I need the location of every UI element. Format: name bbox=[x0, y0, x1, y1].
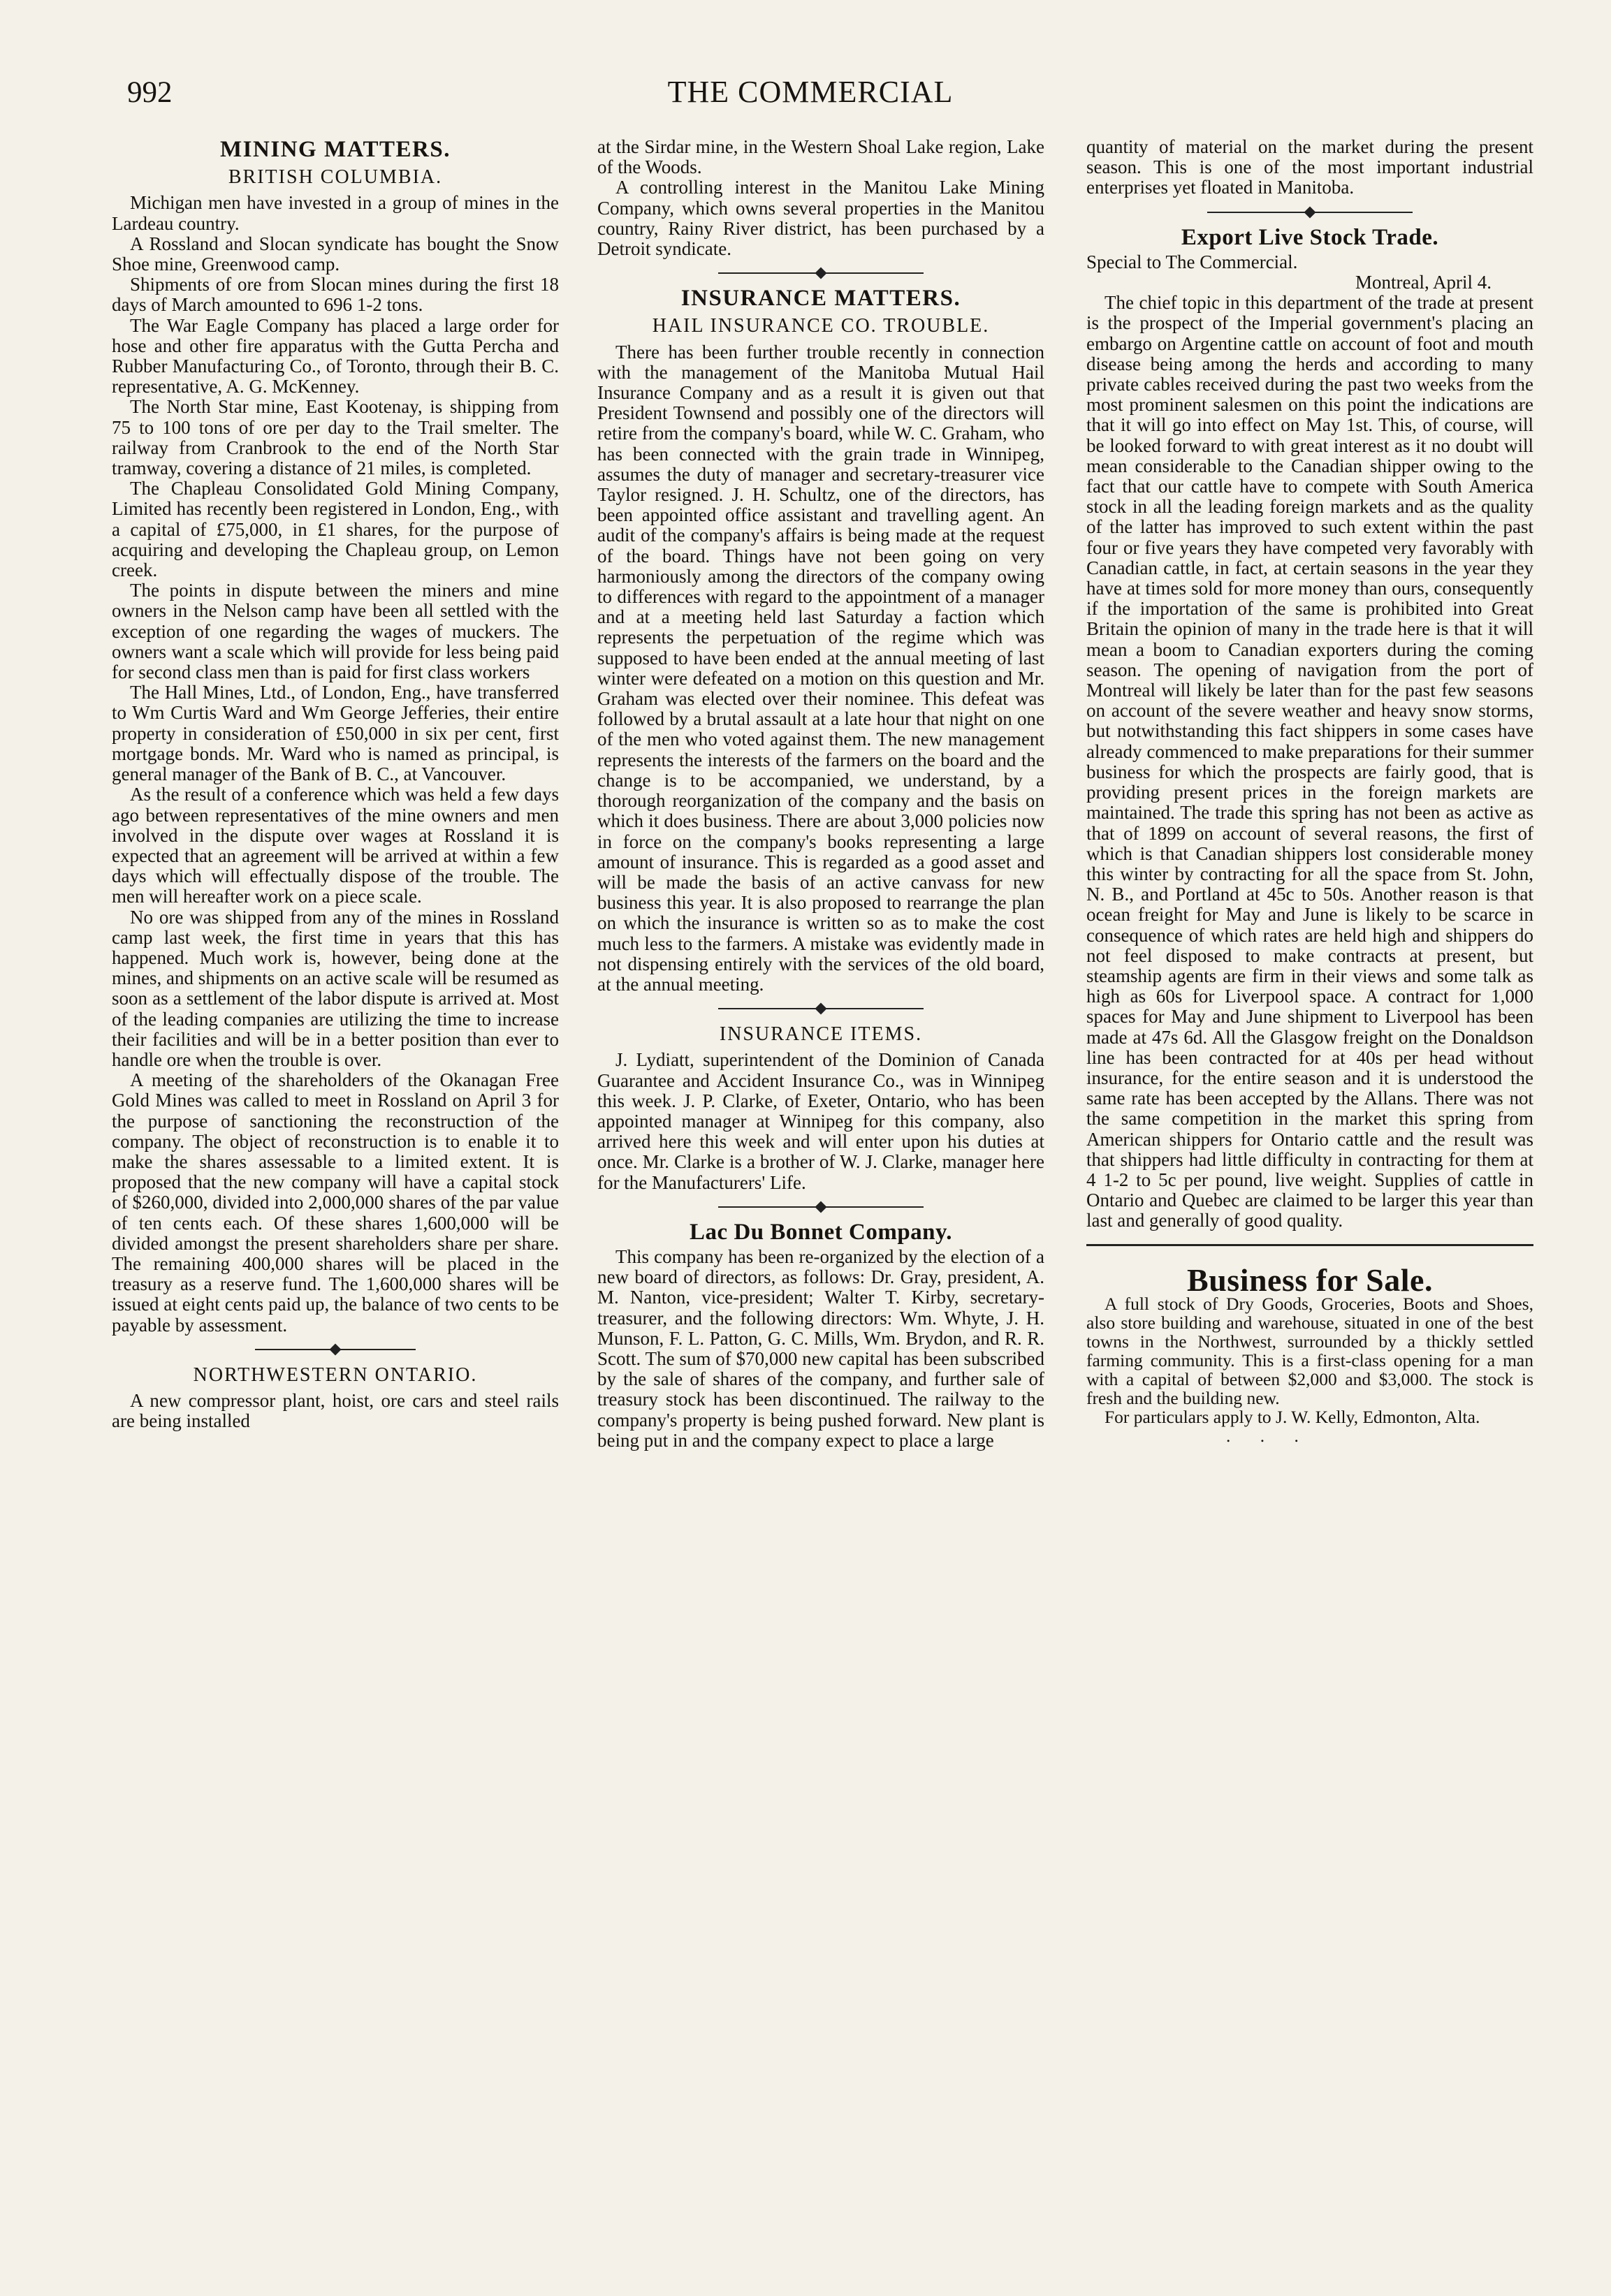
export-live-stock-heading: Export Live Stock Trade. bbox=[1181, 224, 1439, 250]
section-divider bbox=[597, 1000, 1044, 1017]
section-divider bbox=[597, 1199, 1044, 1215]
column-1 bbox=[112, 137, 559, 1431]
mining-matters-headline: MINING MATTERS. bbox=[220, 137, 451, 162]
ad-contact: For particulars apply to J. W. Kelly, Edmonton, Alta. bbox=[1105, 1406, 1480, 1427]
section-divider bbox=[112, 1341, 559, 1358]
article-paragraph: Shipments of ore from Slocan mines during the first 18 days of March amounted to 696 1-2 tons. bbox=[112, 274, 559, 316]
byline: Special to The Commercial. bbox=[1086, 251, 1298, 272]
insurance-matters-headline: INSURANCE MATTERS. bbox=[680, 286, 961, 312]
article-paragraph: The North Star mine, East Kootenay, is shipping from 75 to 100 tons of ore per day to the Trail smelter. The railway from Cranbrook to the end of the North Star tramway, covering a distance of 21 miles, is completed. bbox=[112, 396, 559, 479]
dateline: Montreal, April 4. bbox=[1355, 272, 1492, 293]
business-for-sale-ad bbox=[1086, 1244, 1533, 1445]
section-divider bbox=[597, 265, 1044, 281]
journal-title: THE COMMERCIAL bbox=[667, 75, 954, 109]
insurance-items-subhead: INSURANCE ITEMS. bbox=[719, 1023, 923, 1046]
continued-paragraph: at the Sirdar mine, in the Western Shoal Lake region, Lake of the Woods. bbox=[597, 136, 1044, 178]
article-paragraph: The Chapleau Consolidated Gold Mining Company, Limited has recently been registered in London, Eng., with a capital of £75,000, in £1 shares, for the purpose of acquiring and developing the Chapleau group, on Lemon creek. bbox=[112, 478, 559, 581]
page-number: 992 bbox=[127, 76, 173, 109]
article-paragraph: The chief topic in this department of the trade at present is the prospect of the Imperial government's placing an embargo on Argentine cattle on account of foot and mouth disease being among the herds and according to many private cables received during the past two weeks from the most prominent salesmen on this point the indications are that it will go into effect on May 1st. This, of course, will be looked forward to with great interest as it no doubt will mean considerable to the Canadian shipper owing to the fact that our cattle have to compete with South America stock in all the leading foreign markets and as the quality of the latter has improved to such extent within the past four or five years they have competed very favorably with Canadian cattle, in fact, at certain seasons in the year they have at times sold for more money than ours, consequently if the importation of the same is prohibited into Great Britain the opinion of many in the trade here is that it will mean a boom to Canadian exporters during the coming season. The opening of navigation from the port of Montreal will likely be later than for the past few seasons on account of the severe weather and heavy snow storms, but notwithstanding this fact shippers in some cases have already commenced to make preparations for their summer business for which the prospects are fairly good, that is providing present prices in the foreign markets are maintained. The trade this spring has not been as active as that of 1899 on account of several reasons, the first of which is that Canadian shippers lost considerable money this winter by contracting for all the space from St. John, N. B., and Portland at 45c to 50s. Another reason is that ocean freight for May and June is likely to be scarce in consequence of which rates are held high and shippers do not feel disposed to make contracts at present, but steamship agents are firm in their views and some talk as high as 60s for Liverpool space. A contract for 1,000 spaces for May and June shipment to Liverpool has been made at 47s 6d. All the Glasgow freight on the Donaldson line has been contracted for at 40s per head without insurance, for the entire season and it is understood the same rate has been accepted by the Allans. There was not the same competition in the market this spring from American shippers for Ontario cattle and the result was that shippers had little difficulty in contracting for them at 4 1-2 to 5c per pound, live weight. Supplies of cattle in Ontario and Quebec are claimed to be larger this year than last and generally of good quality. bbox=[1086, 292, 1533, 1231]
article-paragraph: The points in dispute between the miners and mine owners in the Nelson camp have been all settled with the exception of one regarding the wages of muckers. The owners want a scale which will provide for less being paid for second class men than is paid for first class workers bbox=[112, 580, 559, 683]
ad-paragraph: A full stock of Dry Goods, Groceries, Boots and Shoes, also store building and warehouse, situated in one of the best towns in the Northwest, surrounded by a thickly settled farming community. This is a first-class opening for a man with a capital of between $2,000 and $3,000. The stock is fresh and the building new. bbox=[1086, 1293, 1533, 1408]
article-paragraph: This company has been re-organized by the election of a new board of directors, as follows: Dr. Gray, president, A. M. Nanton, vice-president; Walter T. Kirby, secretary-treasurer, and the following directors: Wm. Whyte, J. H. Munson, F. L. Patton, G. C. Mills, Wm. Brydon, and R. R. Scott. The sum of $70,000 new capital has been subscribed by the sale of shares of the company, and further sale of treasury stock has been discontinued. The railway to the company's property is being pushed forward. New plant is being put in and the company expect to place a large bbox=[597, 1245, 1044, 1451]
article-paragraph: A new compressor plant, hoist, ore cars and steel rails are being installed bbox=[112, 1389, 559, 1432]
article-paragraph: A meeting of the shareholders of the Okanagan Free Gold Mines was called to meet in Rossland on April 3 for the purpose of sanctioning the reconstruction of the company. The object of reconstruction is to enable it to make the shares assessable to a limited extent. It is proposed that the new company will have a capital stock of $260,000, divided into 2,000,000 shares of the par value of ten cents each. Of these shares 1,600,000 will be divided amongst the present shareholders share per share. The remaining 400,000 shares will be placed in the treasury as a reserve fund. The 1,600,000 shares will be issued at eight cents paid up, the balance of two cents to be payable by assessment. bbox=[112, 1069, 559, 1336]
hail-insurance-subhead: HAIL INSURANCE CO. TROUBLE. bbox=[652, 315, 990, 337]
article-paragraph: The Hall Mines, Ltd., of London, Eng., have transferred to Wm Curtis Ward and Wm George Jefferies, their entire property in consideration of £50,000 in six per cent, first mortgage bonds. Mr. Ward who is named as principal, is general manager of the Bank of B. C., at Vancouver. bbox=[112, 682, 559, 785]
article-paragraph: Michigan men have invested in a group of mines in the Lardeau country. bbox=[112, 192, 559, 234]
business-for-sale-heading: Business for Sale. bbox=[1187, 1262, 1433, 1298]
column-2 bbox=[597, 137, 1044, 1451]
article-paragraph: As the result of a conference which was held a few days ago between representatives of the mine owners and men involved in the dispute over wages at Rossland it is expected that an agreement will be arrived at within a few days which will effectually dispose of the trouble. The men will hereafter work on a piece scale. bbox=[112, 784, 559, 907]
article-paragraph: A controlling interest in the Manitou Lake Mining Company, which owns several properties in the Manitou country, Rainy River district, has been purchased by a Detroit syndicate. bbox=[597, 177, 1044, 260]
article-paragraph: J. Lydiatt, superintendent of the Dominion of Canada Guarantee and Accident Insurance Co., was in Winnipeg this week. J. P. Clarke, of Exeter, Ontario, who has been appointed manager at Winnipeg for this company, also arrived here this week and will enter upon his duties at once. Mr. Clarke is a brother of W. J. Clarke, manager here for the Manufacturers' Life. bbox=[597, 1049, 1044, 1193]
lac-du-bonnet-heading: Lac Du Bonnet Company. bbox=[690, 1219, 952, 1245]
article-paragraph: No ore was shipped from any of the mines in Rossland camp last week, the first time in years that this has happened. Much work is, however, being done at the mines, and shipments on an active scale will be resumed as soon as a settlement of the labor dispute is arrived at. Most of the leading companies are utilizing the time to increase their facilities and will be in a better position than ever to handle ore when the trouble is over. bbox=[112, 906, 559, 1070]
closing-mark: . . . bbox=[1226, 1425, 1311, 1446]
column-3 bbox=[1086, 137, 1533, 1445]
article-paragraph: There has been further trouble recently in connection with the management of the Manitoba Mutual Hail Insurance Company and as a result it is given out that President Townsend and possibly one of the directors will retire from the company's board, while W. C. Graham, who has been connected with the grain trade in Winnipeg, assumes the duty of manager and secretary-treasurer vice Taylor resigned. J. H. Schultz, one of the directors, has been appointed office assistant and travelling agent. An audit of the company's affairs is being made at the request of the board. Things have not been going on very harmoniously among the directors of the company owing to differences with regard to the appointment of a manager and at a meeting held last Saturday a faction which represents the perpetuation of the regime which was supposed to have been ended at the annual meeting of last winter were defeated on a motion on this question and Mr. Graham was elected over their nominee. This defeat was followed by a brutal assault at a late hour that night on one of the men who voted against them. The new management represents the interests of the farmers on the board and the change is to be accompanied, we understand, by a thorough reorganization of the company and the basis on which it does business. There are about 3,000 policies now in force on the company's books representing a large amount of insurance. This is regarded as a good asset and will be made the basis of an active canvass for new business this year. It is also proposed to rearrange the plan on which the insurance is written so as to make the cost much less to the farmers. A mistake was evidently made in not dispensing entirely with the services of the old board, at the annual meeting. bbox=[597, 341, 1044, 995]
page-header bbox=[112, 70, 1509, 126]
article-paragraph: A Rossland and Slocan syndicate has bought the Snow Shoe mine, Greenwood camp. bbox=[112, 233, 559, 275]
continued-paragraph: quantity of material on the market during the present season. This is one of the most important industrial enterprises yet floated in Manitoba. bbox=[1086, 136, 1533, 198]
british-columbia-subhead: BRITISH COLUMBIA. bbox=[228, 166, 443, 189]
section-divider bbox=[1086, 204, 1533, 221]
northwestern-ontario-subhead: NORTHWESTERN ONTARIO. bbox=[193, 1363, 478, 1386]
article-paragraph: The War Eagle Company has placed a large order for hose and other fire apparatus with the Gutta Percha and Rubber Manufacturing Co., of Toronto, through their B. C. representative, A. G. McKenney. bbox=[112, 314, 559, 397]
